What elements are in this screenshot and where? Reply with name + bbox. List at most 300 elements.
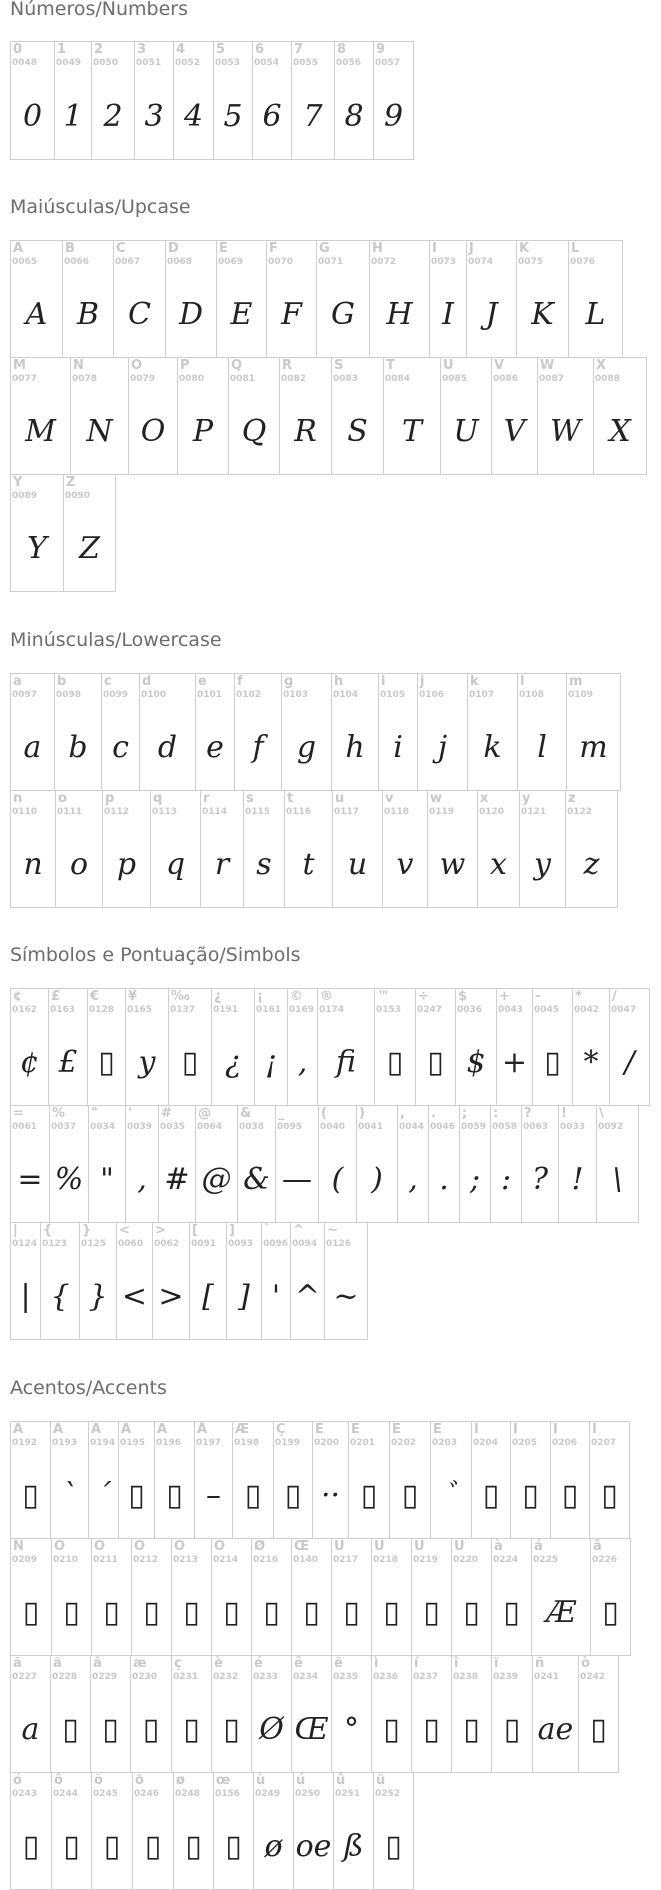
glyph-character: Ü [454,1539,465,1554]
glyph-cell [251,1655,292,1773]
glyph-character: a [13,674,22,689]
glyph-sample: c [112,730,129,765]
glyph-sample: h [345,730,365,765]
glyph-cell [455,988,497,1106]
glyph-cell [568,240,623,358]
glyph-character: & [240,1106,252,1121]
glyph-character: f [237,674,243,689]
glyph-sample: ▯ [62,1712,79,1747]
glyph-cell [411,1655,452,1773]
glyph-character: y [522,791,531,806]
glyph-code: 0079 [130,374,156,384]
glyph-cell [10,474,64,592]
glyph-sample: ▯ [544,1045,561,1080]
glyph-sample: l [537,730,547,765]
glyph-character: Î [553,1422,558,1437]
glyph-sample: Y [27,531,47,566]
glyph-sample: P [192,414,214,449]
glyph-character: e [198,674,207,689]
glyph-character: h [334,674,344,689]
glyph-sample: w [439,847,466,882]
glyph-sample: ~ [333,1279,359,1314]
glyph-character: D [168,241,179,256]
glyph-code: 0034 [90,1122,116,1132]
glyph-sample: C [128,297,151,332]
glyph-code: 0207 [591,1438,617,1448]
glyph-cell [284,790,333,908]
glyph-sample: ▯ [590,1712,607,1747]
glyph-cell [10,357,71,475]
glyph-sample: ▯ [463,1712,480,1747]
glyph-code: 0045 [534,1005,560,1015]
glyph-cell [491,357,538,475]
glyph-sample: * [583,1045,599,1080]
glyph-code: 0201 [350,1438,376,1448]
glyph-code: 0165 [127,1005,153,1015]
glyph-sample: m [579,730,608,765]
glyph-cell [417,673,468,791]
glyph-sample: ▯ [143,1595,160,1630]
glyph-cell [490,1105,522,1223]
glyph-sample: F [281,297,302,332]
glyph-cell [293,1772,334,1890]
glyph-sample: S [347,414,368,449]
glyph-character: ø [176,1773,185,1788]
glyph-code: 0195 [120,1438,146,1448]
glyph-sample: g [296,730,317,765]
glyph-cell [195,1105,238,1223]
glyph-cell [369,240,430,358]
glyph-character: / [612,989,617,1004]
glyph-sample: ﾞ [443,1478,459,1513]
glyph-cell [331,1655,372,1773]
glyph-character: s [246,791,254,806]
glyph-character: é [254,1656,263,1671]
glyph-code: 0056 [336,58,362,68]
glyph-code: 0088 [595,374,621,384]
glyph-code: 0238 [453,1672,479,1682]
glyph-code: 0213 [173,1555,199,1565]
glyph-character: ò [581,1656,590,1671]
glyph-sample: V [503,414,526,449]
glyph-sample: [ [202,1279,214,1314]
glyph-cell [510,1421,551,1539]
glyph-character: È [315,1422,324,1437]
glyph-character: Ã [121,1422,132,1437]
glyph-character: € [90,989,100,1004]
glyph-code: 0099 [103,690,129,700]
glyph-sample: ! [571,1162,584,1197]
glyph-cell [91,41,135,160]
glyph-code: 0051 [136,58,162,68]
glyph-cell [312,1421,349,1539]
glyph-sample: ø [264,1829,283,1864]
glyph-cell [91,1772,133,1890]
glyph-character: d [142,674,152,689]
glyph-sample: 2 [103,98,123,134]
glyph-character: å [93,1656,102,1671]
glyph-character: œ [216,1773,231,1788]
glyph-code: 0192 [12,1438,38,1448]
glyph-cell [10,240,63,358]
glyph-sample: U [453,414,479,449]
glyph-code: 0194 [90,1438,116,1448]
glyph-cell [430,1421,472,1539]
glyph-code: 0050 [93,58,119,68]
glyph-cell [243,790,285,908]
glyph-code: 0080 [179,374,205,384]
glyph-cell [40,1222,80,1340]
glyph-sample: & [243,1162,270,1197]
glyph-character: ÷ [418,989,429,1004]
glyph-code: 0052 [175,58,201,68]
glyph-sample: – [206,1478,221,1513]
glyph-cell [331,1538,372,1656]
glyph-code: 0122 [567,807,593,817]
glyph-code: 0113 [152,807,178,817]
glyph-cell [116,1222,153,1340]
glyph-cell [331,357,384,475]
glyph-code: 0249 [255,1789,281,1799]
glyph-code: 0055 [293,58,319,68]
glyph-cell [139,673,196,791]
glyph-character: © [290,989,303,1004]
glyph-cell [491,1655,533,1773]
glyph-character: J [469,241,474,256]
glyph-cell [609,988,650,1106]
glyph-character: Ø [254,1539,266,1554]
glyph-sample: 3 [144,98,164,134]
glyph-sample: , [297,1045,308,1080]
glyph-code: 0038 [239,1122,265,1132]
glyph-sample: ▯ [223,1595,240,1630]
glyph-code: 0072 [371,257,397,267]
glyph-sample: L [585,297,606,332]
glyph-character: ) [359,1106,365,1121]
glyph-sample: ▯ [284,1478,302,1513]
glyph-character: 4 [176,42,186,57]
glyph-cell [232,1421,274,1539]
glyph-cell [374,988,416,1106]
glyph-character: ó [13,1773,22,1788]
glyph-sample: — [282,1162,312,1197]
glyph-code: 0211 [93,1555,119,1565]
glyph-character: u [335,791,345,806]
glyph-cell [532,988,573,1106]
glyph-code: 0225 [533,1555,559,1565]
glyph-sample: y [534,847,551,882]
glyph-cell [317,988,375,1106]
glyph-code: 0123 [42,1239,68,1249]
glyph-code: 0126 [326,1239,352,1249]
glyph-character: , [400,1106,405,1121]
glyph-character: Ù [334,1539,345,1554]
glyph-cell [10,1538,52,1656]
section-title: Símbolos e Pontuação/Simbols [10,944,301,966]
glyph-sample: Œ [294,1712,329,1747]
glyph-cell [189,1222,227,1340]
glyph-cell [253,1772,294,1890]
glyph-character: û [336,1773,346,1788]
glyph-cell [427,790,478,908]
glyph-character: Ò [54,1539,66,1554]
glyph-character: Z [66,475,76,490]
glyph-sample: } [88,1279,108,1314]
glyph-code: 0106 [419,690,445,700]
glyph-sample: { [50,1279,70,1314]
glyph-sample: ▯ [98,1045,115,1080]
glyph-sample: \ [612,1162,623,1197]
glyph-cell [165,240,217,358]
glyph-cell [62,240,114,358]
glyph-code: 0244 [53,1789,79,1799]
glyph-code: 0216 [253,1555,279,1565]
glyph-character: [ [192,1223,198,1238]
glyph-code: 0101 [197,690,223,700]
glyph-code: 0174 [319,1005,345,1015]
glyph-code: 0117 [334,807,360,817]
glyph-character: @ [198,1106,211,1121]
glyph-sample: s [256,847,272,882]
glyph-sample: 4 [183,98,204,134]
glyph-code: 0060 [118,1239,144,1249]
glyph-cell [130,1655,172,1773]
glyph-sample: . [439,1162,449,1197]
glyph-character: < [119,1223,130,1238]
glyph-code: 0111 [57,807,83,817]
glyph-sample: ▯ [63,1595,80,1630]
glyph-cell [471,1421,511,1539]
glyph-code: 0202 [391,1438,417,1448]
glyph-character: 6 [255,42,265,57]
glyph-code: 0094 [292,1239,318,1249]
glyph-character: Ú [374,1539,385,1554]
glyph-code: 0057 [375,58,401,68]
glyph-sample: ▯ [503,1712,521,1747]
glyph-sample: ▯ [183,1712,200,1747]
glyph-code: 0049 [56,58,82,68]
glyph-code: 0227 [12,1672,38,1682]
glyph-code: 0243 [12,1789,38,1799]
glyph-code: 0039 [127,1122,153,1132]
glyph-code: 0231 [173,1672,199,1682]
glyph-sample: ▯ [383,1712,400,1747]
glyph-character: Y [13,475,23,490]
glyph-code: 0107 [469,690,495,700]
glyph-sample: ? [531,1162,549,1197]
glyph-sample: Æ [545,1595,577,1630]
glyph-character: * [575,989,582,1004]
glyph-sample: ▯ [103,1595,120,1630]
glyph-cell [348,1421,390,1539]
glyph-sample: G [331,297,355,332]
glyph-code: 0163 [50,1005,76,1015]
glyph-sample: ·· [320,1478,341,1513]
glyph-cell [48,988,88,1106]
glyph-cell [521,1105,559,1223]
glyph-cell [54,41,92,160]
glyph-sample: ▯ [22,1478,39,1513]
glyph-cell [566,673,621,791]
glyph-character: r [203,791,210,806]
glyph-character: X [596,358,607,373]
glyph-sample: z [583,847,600,882]
glyph-code: 0237 [413,1672,439,1682]
glyph-code: 0193 [52,1438,78,1448]
glyph-code: 0210 [53,1555,79,1565]
glyph-cell [334,41,374,160]
glyph-code: 0156 [215,1789,241,1799]
glyph-sample: B [76,297,100,332]
glyph-character: w [430,791,443,806]
glyph-code: 0087 [539,374,565,384]
glyph-character: ¢ [13,989,23,1004]
glyph-code: 0065 [12,257,38,267]
glyph-code: 0071 [318,257,344,267]
glyph-cell [10,1772,52,1890]
glyph-character: ™ [377,989,390,1004]
glyph-code: 0058 [492,1122,518,1132]
glyph-code: 0068 [167,257,193,267]
glyph-sample: ▯ [343,1595,360,1630]
glyph-character: ¥ [128,989,138,1004]
glyph-sample: r [214,847,230,882]
glyph-cell [371,1655,412,1773]
glyph-character: 8 [337,42,347,57]
glyph-code: 0220 [453,1555,479,1565]
glyph-character: " [91,1106,98,1121]
glyph-sample: p [116,847,137,882]
glyph-character: ù [256,1773,266,1788]
glyph-character: z [568,791,576,806]
glyph-code: 0104 [333,690,359,700]
glyph-code: 0078 [72,374,98,384]
glyph-sample: ▯ [360,1478,378,1513]
glyph-code: 0229 [92,1672,118,1682]
glyph-cell [411,1538,452,1656]
glyph-code: 0091 [191,1239,217,1249]
glyph-cell [152,1222,190,1340]
glyph-code: 0205 [512,1438,538,1448]
glyph-character: c [104,674,112,689]
glyph-character: A [13,241,24,256]
glyph-code: 0128 [89,1005,115,1015]
glyph-character: b [57,674,67,689]
glyph-character: õ [94,1773,103,1788]
glyph-code: 0037 [51,1122,77,1132]
glyph-cell [291,41,335,160]
section-title: Minúsculas/Lowercase [10,629,222,651]
glyph-sample: f [252,730,264,765]
glyph-cell [10,1421,51,1539]
glyph-character: ' [128,1106,132,1121]
glyph-cell [237,1105,276,1223]
glyph-sample: n [23,847,43,882]
glyph-sample: ▯ [503,1595,520,1630]
glyph-cell [550,1421,590,1539]
glyph-character: Ç [276,1422,286,1437]
glyph-character: ç [174,1656,182,1671]
glyph-character: - [535,989,541,1004]
glyph-character: á [534,1539,543,1554]
glyph-sample: ¿ [224,1045,242,1080]
glyph-sample: ▯ [423,1595,440,1630]
glyph-character: Â [91,1422,102,1437]
glyph-code: 0077 [12,374,38,384]
glyph-sample: fi [335,1045,356,1080]
glyph-character: I [432,241,437,256]
glyph-character: 7 [294,42,304,57]
glyph-cell [79,1222,117,1340]
glyph-sample: 6 [262,98,282,134]
glyph-code: 0224 [493,1555,519,1565]
section-title: Maiúsculas/Upcase [10,196,191,218]
glyph-cell [10,988,49,1106]
glyph-cell [590,1538,631,1656]
glyph-code: 0097 [12,690,38,700]
glyph-cell [88,1105,126,1223]
glyph-cell [589,1421,630,1539]
glyph-code: 0063 [523,1122,549,1132]
glyph-cell [373,1772,414,1890]
glyph-sample: ° [344,1712,359,1747]
glyph-character: æ [133,1656,147,1671]
glyph-character: R [282,358,293,373]
glyph-character: V [494,358,505,373]
glyph-code: 0140 [293,1555,319,1565]
glyph-sample: ( [331,1162,344,1197]
glyph-cell [173,41,214,160]
glyph-sample: ▯ [561,1478,579,1513]
glyph-code: 0161 [256,1005,282,1015]
glyph-sample: a [21,1712,40,1747]
glyph-character: ! [561,1106,567,1121]
glyph-code: 0098 [56,690,82,700]
glyph-cell [356,1105,398,1223]
glyph-cell [234,673,282,791]
glyph-code: 0203 [432,1438,458,1448]
glyph-code: 0245 [93,1789,119,1799]
glyph-cell [491,1538,532,1656]
glyph-code: 0035 [160,1122,186,1132]
glyph-code: 0217 [333,1555,359,1565]
glyph-cell [211,988,255,1106]
glyph-cell [466,240,517,358]
glyph-character: C [116,241,126,256]
glyph-code: 0040 [320,1122,346,1132]
glyph-cell [532,1655,579,1773]
glyph-sample: A [25,297,48,332]
glyph-cell [266,240,317,358]
glyph-cell [125,988,169,1106]
glyph-code: 0242 [580,1672,606,1682]
glyph-character: Í [513,1422,518,1437]
glyph-cell [150,790,201,908]
glyph-sample: > [158,1279,184,1314]
glyph-code: 0233 [253,1672,279,1682]
glyph-cell [200,790,244,908]
glyph-code: 0070 [268,257,294,267]
glyph-code: 0200 [314,1438,340,1448]
glyph-character: ( [321,1106,327,1121]
glyph-character: Æ [235,1422,250,1437]
glyph-code: 0125 [81,1239,107,1249]
glyph-cell [254,988,288,1106]
glyph-cell [168,988,212,1106]
glyph-code: 0061 [12,1122,38,1132]
glyph-code: 0105 [380,690,406,700]
glyph-cell [54,673,102,791]
